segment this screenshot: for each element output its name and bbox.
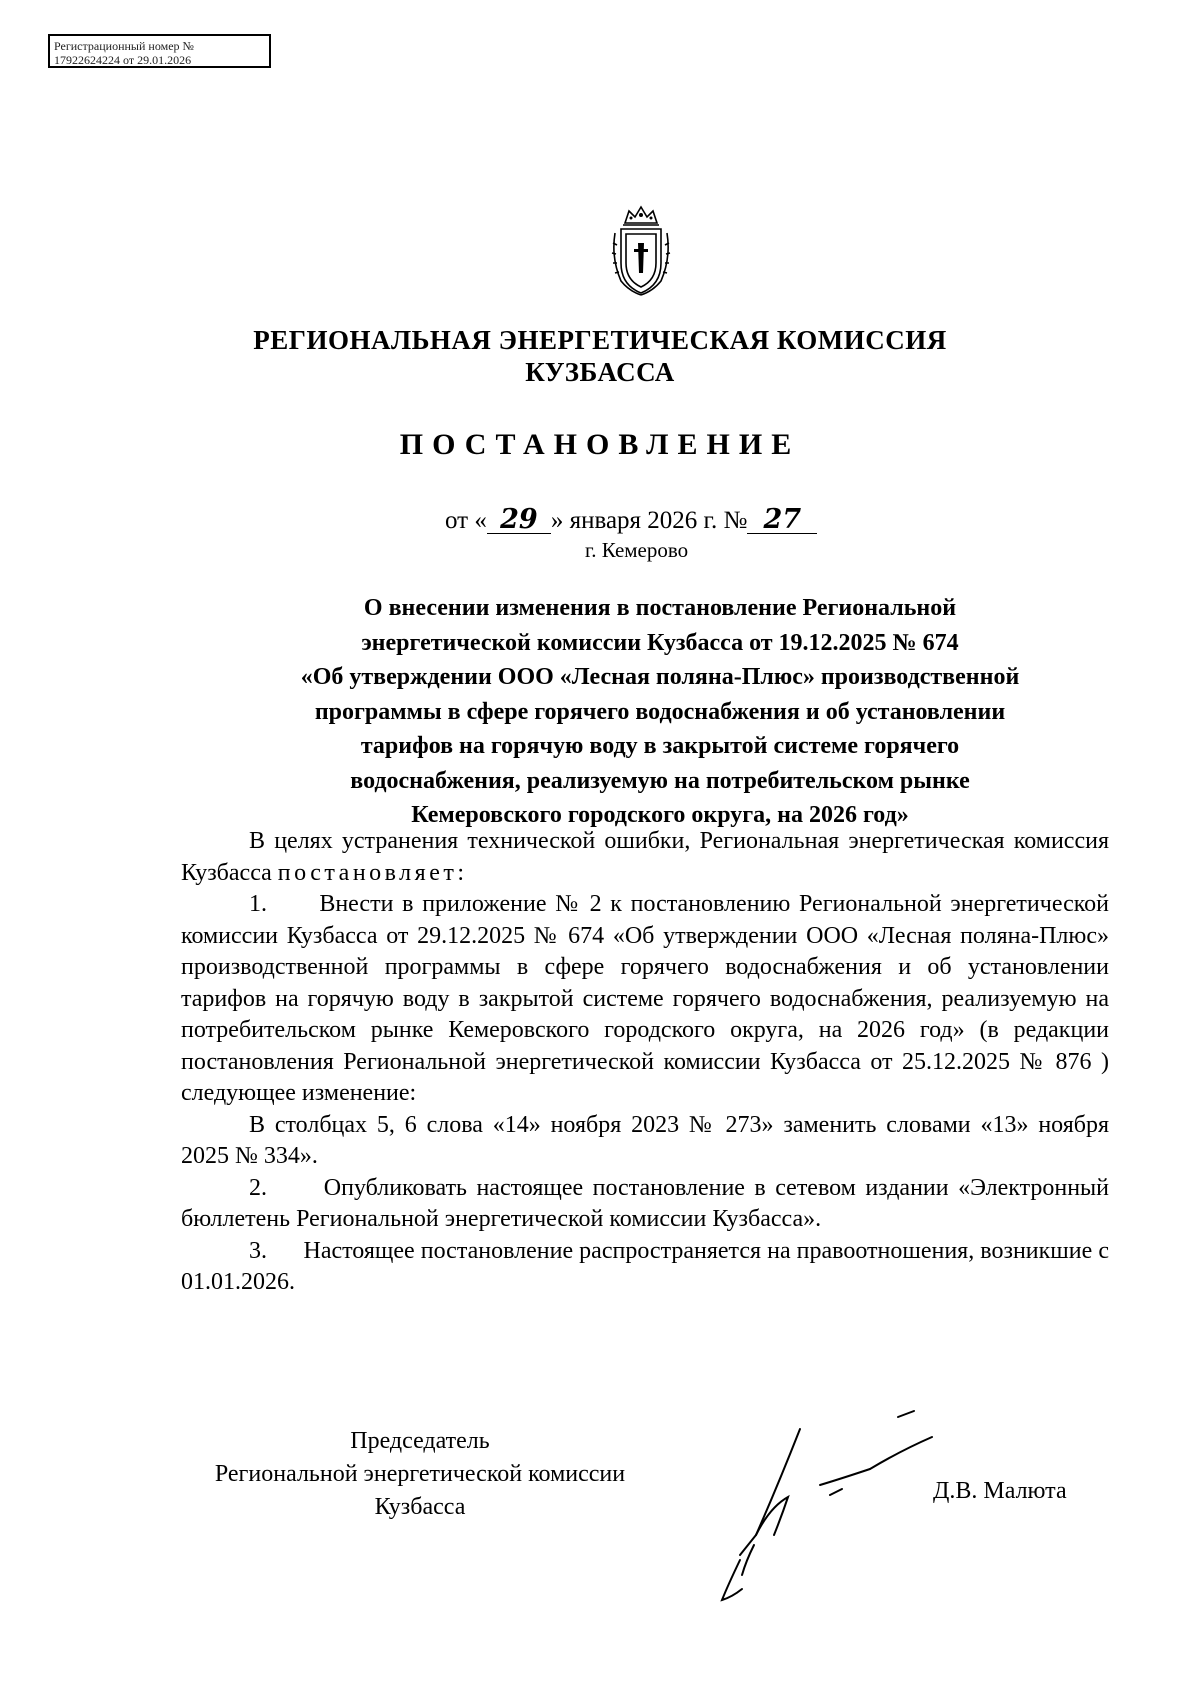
item-3 — [181, 1236, 1109, 1299]
title-line: энергетической комиссии Кузбасса от 19.12.2025 № 674 — [361, 629, 959, 656]
document-city: г. Кемерово — [585, 538, 689, 562]
title-line: водоснабжения, реализуемую на потребительском рынке — [350, 767, 970, 794]
item-1-number: 1. — [249, 891, 267, 917]
decree-word: постановляет: — [277, 859, 468, 886]
title-line: О внесении изменения в постановление Региональной — [363, 595, 957, 621]
title-line: Кемеровского городского округа, на 2026 год» — [411, 802, 909, 828]
registration-stamp — [48, 34, 271, 68]
item-1-text: Внести в приложение № 2 к постановлению Региональной энергетической комиссии Кузбасса от 29.12.2025 № 674 «Об утверждении ООО «Лесная поляна-Плюс» производственной программы в сфере горячего водоснабжения и об установлении тарифов на горячую воду в закрытой системе горячего водоснабжения, реализуемую на потребительском рынке Кемеровского городского округа, на 2026 год» (в редакции постановления Региональной энергетической комиссии Кузбасса от 25.12.2025 № 876 ) следующее изменение: — [181, 891, 1110, 1106]
intro-text: В целях устранения технической ошибки, Региональная энергетическая комиссия Кузбасса — [181, 828, 1109, 886]
signatory-position — [170, 1425, 670, 1524]
signatory-position-line: Кузбасса — [374, 1494, 466, 1520]
registration-number: 17922624224 от 29.01.2026 — [54, 53, 192, 67]
item-2-text: Опубликовать настоящее постановление в сетевом издании «Электронный бюллетень Региональной энергетической комиссии Кузбасса». — [181, 1174, 1110, 1232]
signatory-position-line: Региональной энергетической комиссии — [214, 1461, 626, 1487]
document-body — [181, 826, 1109, 1299]
registration-label: Регистрационный номер № — [54, 39, 194, 53]
organization-name-line2: КУЗБАССА — [525, 357, 675, 387]
title-line: программы в сфере горячего водоснабжения и об установлении — [314, 698, 1006, 725]
item-1 — [181, 889, 1109, 1110]
date-day-handwritten: 29 — [487, 507, 551, 534]
document-title — [230, 591, 1090, 833]
coat-of-arms-emblem — [607, 203, 675, 298]
item-1-change: В столбцах 5, 6 слова «14» ноября 2023 № 273» заменить словами «13» ноября 2025 № 334». — [181, 1111, 1109, 1169]
title-line: «Об утверждении ООО «Лесная поляна-Плюс» производственной — [300, 664, 1020, 690]
document-type: ПОСТАНОВЛЕНИЕ — [399, 428, 801, 461]
date-month-year: » января 2026 г. № — [550, 507, 748, 534]
document-number-handwritten: 27 — [747, 507, 817, 534]
document-date-line — [445, 504, 817, 535]
item-3-text: Настоящее постановление распространяется на правоотношения, возникшие с 01.01.2026. — [181, 1237, 1110, 1295]
item-2-number: 2. — [249, 1174, 267, 1201]
date-prefix: от « — [445, 507, 487, 534]
item-3-number: 3. — [249, 1237, 267, 1264]
organization-name-line1: РЕГИОНАЛЬНАЯ ЭНЕРГЕТИЧЕСКАЯ КОМИССИЯ — [253, 325, 947, 355]
signatory-name: Д.В. Малюта — [933, 1478, 1067, 1504]
intro-paragraph — [181, 826, 1109, 889]
item-2 — [181, 1173, 1109, 1236]
signatory-position-line: Председатель — [350, 1428, 490, 1454]
title-line: тарифов на горячую воду в закрытой системе горячего — [360, 733, 960, 759]
